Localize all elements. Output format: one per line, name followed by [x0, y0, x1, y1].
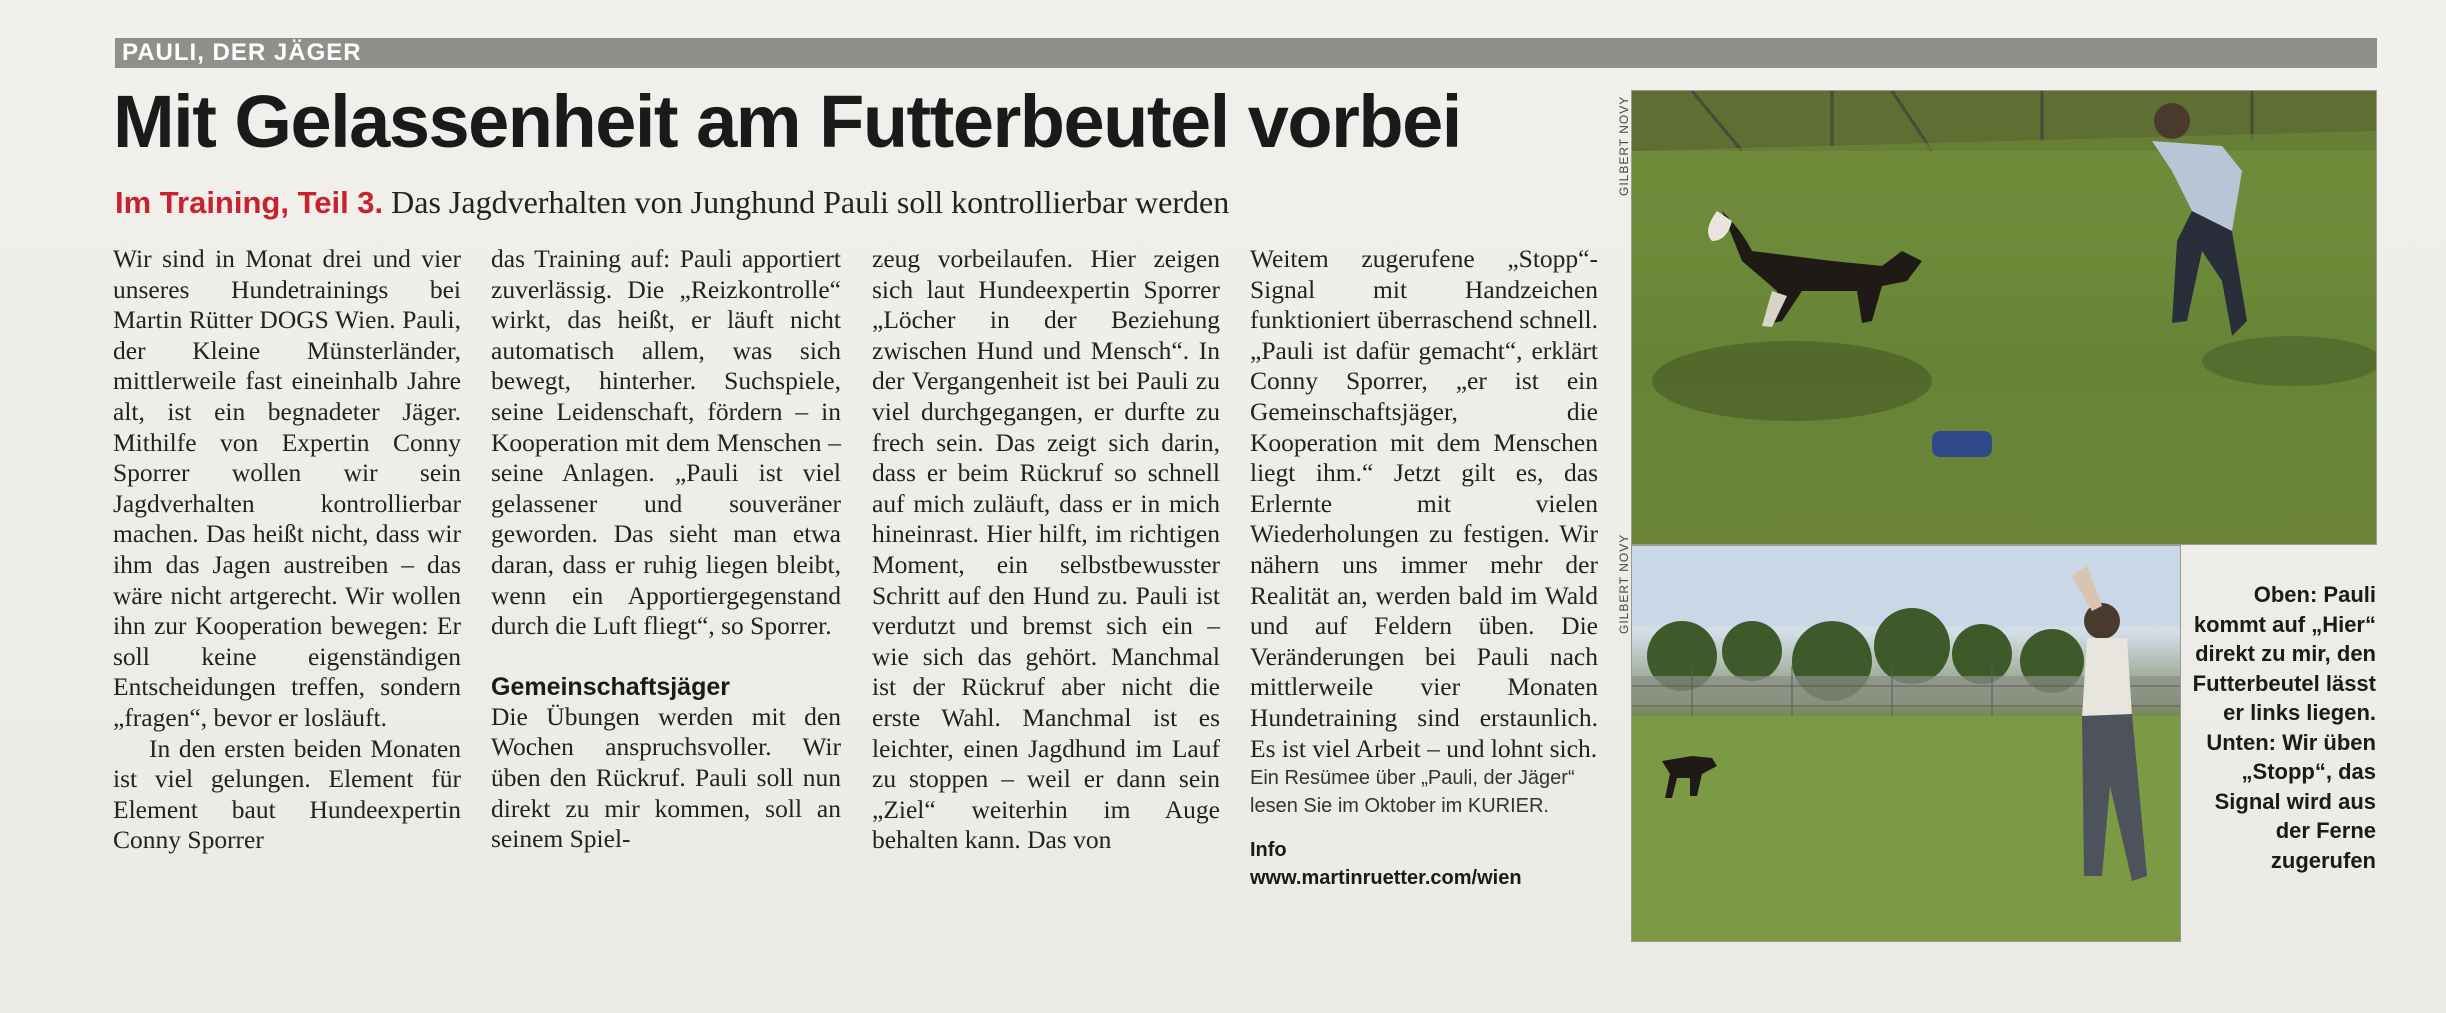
photo-stop-signal: [1631, 545, 2181, 942]
photo-dog-recall-illustration: [1632, 91, 2376, 544]
paragraph: Wir sind in Monat drei und vier unseres Hundetrainings bei Martin Rütter DOGS Wien. Pauli, der Kleine Münsterländer, mittlerweile fast eineinhalb Jahre alt, ist ein begnadeter Jäger. Mithilfe von Expertin Conny Sporrer wollen wir sein Jagdverhalten kontrollierbar machen. Das heißt nicht, dass wir ihm das Jagen austreiben – das wäre nicht artgerecht. Wir wollen ihn zur Kooperation bewegen: Er soll keine eigenständigen Entscheidungen treffen, sondern „fragen“, bevor er losläuft.: [113, 244, 461, 732]
photo-caption: Oben: Pauli kommt auf „Hier“ direkt zu mir, den Futterbeutel lässt er links liegen. Unten: Wir üben „Stopp“, das Signal wird aus der Ferne zugerufen: [2192, 582, 2376, 873]
section-subhead: Gemeinschaftsjäger: [491, 672, 730, 701]
article-column-4: [1250, 244, 1598, 892]
article-column-2: [491, 244, 841, 855]
subline-lead: Im Training, Teil 3.: [115, 185, 384, 220]
info-url: www.martinruetter.com/wien: [1250, 867, 1522, 890]
photo-credit-bottom: GILBERT NOVY: [1617, 533, 1631, 634]
photo-dog-recall: [1631, 90, 2377, 545]
paragraph: In den ersten beiden Monaten ist viel gelungen. Element für Element baut Hundeexpertin Conny Sporrer: [113, 733, 461, 855]
article-column-1: [113, 244, 461, 856]
article-column-3: [872, 244, 1220, 856]
subline: [115, 180, 1595, 225]
headline: Mit Gelassenheit am Futterbeutel vorbei: [113, 80, 1461, 163]
photo-credit-top: GILBERT NOVY: [1617, 95, 1631, 196]
outlook-note: Ein Resümee über „Pauli, der Jäger“ lesen Sie im Oktober im KURIER.: [1250, 767, 1575, 818]
photo-stop-signal-illustration: [1632, 546, 2180, 941]
kicker-label: PAULI, DER JÄGER: [122, 39, 362, 66]
subline-text: Das Jagdverhalten von Junghund Pauli soll kontrollierbar werden: [383, 184, 1230, 220]
paragraph: Die Übungen werden mit den Wochen anspruchsvoller. Wir üben den Rückruf. Pauli soll nun direkt zu mir kommen, soll an seinem Spiel-: [491, 701, 841, 854]
paragraph: zeug vorbeilaufen. Hier zeigen sich laut Hundeexpertin Sporrer „Löcher in der Beziehung zwischen Hund und Mensch“. In der Vergangenheit ist bei Pauli zu viel durchgegangen, er durfte zu frech sein. Das zeigt sich darin, dass er beim Rückruf so schnell auf mich zuläuft, dass er in mich hineinrast. Hier hilft, im richtigen Moment, ein selbstbewusster Schritt auf den Hund zu. Pauli ist verdutzt und bremst sich ein – wie sich das gehört. Manchmal ist der Rückruf aber nicht die erste Wahl. Manchmal ist es leichter, einen Jagdhund im Lauf zu stoppen – weil er dann sein „Ziel“ weiterhin im Auge behalten kann. Das von: [872, 244, 1220, 855]
paragraph: das Training auf: Pauli apportiert zuverlässig. Die „Reizkontrolle“ wirkt, das heißt, er läuft nicht automatisch allem, was sich bewegt, hinterher. Suchspiele, seine Leidenschaft, fördern – in Kooperation mit dem Menschen – seine Anlagen. „Pauli ist viel gelassener und souveräner geworden. Das sieht man etwa daran, dass er ruhig liegen bleibt, wenn ein Apportiergegenstand durch die Luft fliegt“, so Sporrer.: [491, 244, 841, 641]
info-label: Info: [1250, 839, 1287, 862]
paragraph: Weitem zugerufene „Stopp“-Signal mit Handzeichen funktioniert überraschend schnell. „Pauli ist dafür gemacht“, erklärt Conny Sporrer, „er ist ein Gemeinschaftsjäger, die Kooperation mit dem Menschen liegt ihm.“ Jetzt gilt es, das Erlernte mit vielen Wiederholungen zu festigen. Wir nähern uns immer mehr der Realität an, werden bald im Wald und auf Feldern üben. Die Veränderungen bei Pauli nach mittlerweile vier Monaten Hundetraining sind erstaunlich. Es ist viel Arbeit – und lohnt sich.: [1250, 244, 1598, 763]
kicker-bar: [115, 38, 2377, 68]
